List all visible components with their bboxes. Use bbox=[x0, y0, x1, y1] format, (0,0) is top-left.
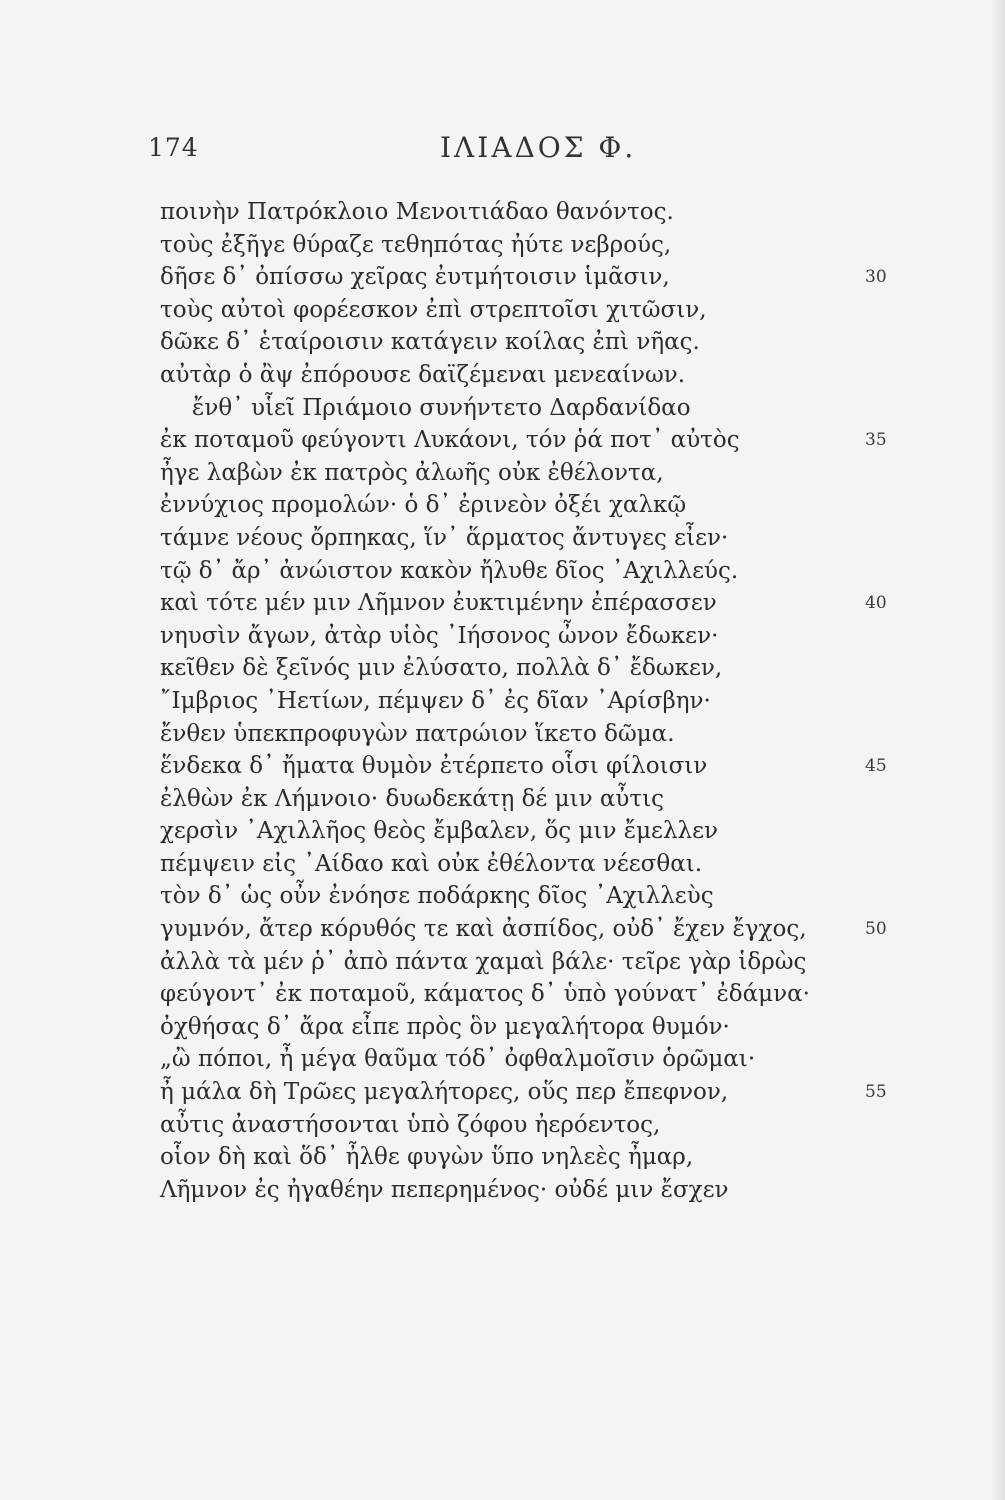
verse-line bbox=[160, 1174, 900, 1207]
verse-text: τὸν δ᾽ ὡς οὖν ἐνόησε ποδάρκης δῖος ᾿Αχιλλεὺς bbox=[160, 883, 714, 910]
verse-line bbox=[160, 1011, 900, 1044]
page-edge-shadow bbox=[991, 0, 1005, 1500]
verse-text: ἐννύχιος προμολών· ὁ δ᾽ ἐρινεὸν ὀξέι χαλκῷ bbox=[160, 492, 687, 519]
verse-line bbox=[160, 946, 900, 979]
line-number: 45 bbox=[865, 756, 887, 777]
verse-text: ποινὴν Πατρόκλοιο Μενοιτιάδαο θανόντος. bbox=[160, 199, 674, 225]
verse-line bbox=[160, 261, 900, 294]
verse-text: ἀλλὰ τὰ μέν ῥ᾽ ἀπὸ πάντα χαμαὶ βάλε· τεῖρε γὰρ ἱδρὼς bbox=[160, 948, 807, 975]
verse-text: φεύγοντ᾽ ἐκ ποταμοῦ, κάματος δ᾽ ὑπὸ γούνατ᾽ ἐδάμνα· bbox=[160, 981, 810, 1008]
verse-line bbox=[160, 424, 900, 457]
verse-text: τοὺς ἐξῆγε θύραζε τεθηπότας ἠύτε νεβρούς, bbox=[160, 231, 672, 258]
line-number: 50 bbox=[865, 919, 887, 940]
verse-text: οἷον δὴ καὶ ὅδ᾽ ἦλθε φυγὼν ὕπο νηλεὲς ἦμαρ, bbox=[160, 1144, 694, 1171]
verse-line bbox=[160, 1043, 900, 1076]
verse-line bbox=[160, 1109, 900, 1142]
verse-line bbox=[160, 196, 900, 229]
verse-text: ἦγε λαβὼν ἐκ πατρὸς ἀλωῆς οὐκ ἐθέλοντα, bbox=[160, 459, 664, 486]
verse-text: ἔνθεν ὑπεκπροφυγὼν πατρώιον ἵκετο δῶμα. bbox=[160, 720, 675, 747]
verse-text: τῷ δ᾽ ἄρ᾽ ἀνώιστον κακὸν ἤλυθε δῖος ᾿Αχιλλεύς. bbox=[160, 557, 739, 584]
verse-text: ἔνθ᾽ υἷεῖ Πριάμοιο συνήντετο Δαρδανίδαο bbox=[192, 394, 691, 421]
verse-line bbox=[160, 555, 900, 588]
verse-text: δῶκε δ᾽ ἑταίροισιν κατάγειν κοίλας ἐπὶ νῆας. bbox=[160, 329, 700, 356]
verse-text: ἐλθὼν ἐκ Λήμνοιο· δυωδεκάτῃ δέ μιν αὖτις bbox=[160, 785, 665, 812]
line-number: 35 bbox=[865, 430, 887, 451]
verse-text: γυμνόν, ἄτερ κόρυθός τε καὶ ἀσπίδος, οὐδ᾽ ἔχεν ἔγχος, bbox=[160, 916, 807, 943]
verse-text: τάμνε νέους ὄρπηκας, ἵν᾽ ἅρματος ἄντυγες εἶεν· bbox=[160, 524, 729, 551]
verse-line bbox=[160, 652, 900, 685]
verse-line bbox=[160, 815, 900, 848]
verse-line bbox=[160, 783, 900, 816]
verse-line bbox=[160, 978, 900, 1011]
verse-line bbox=[160, 880, 900, 913]
verse-line bbox=[160, 620, 900, 653]
verse-line bbox=[160, 1076, 900, 1109]
verse-line bbox=[160, 359, 900, 392]
verse-line bbox=[160, 294, 900, 327]
verse-text: αὖτις ἀναστήσονται ὑπὸ ζόφου ἠερόεντος, bbox=[160, 1111, 661, 1138]
verse-line bbox=[160, 326, 900, 359]
verse-text: „ὢ πόποι, ἦ μέγα θαῦμα τόδ᾽ ὀφθαλμοῖσιν ὁρῶμαι· bbox=[160, 1046, 756, 1073]
verse-line bbox=[160, 392, 900, 425]
verse-line bbox=[160, 587, 900, 620]
line-number: 55 bbox=[865, 1082, 887, 1103]
verse-line bbox=[160, 457, 900, 490]
verse-text: χερσὶν ᾿Αχιλλῆος θεὸς ἔμβαλεν, ὅς μιν ἔμελλεν bbox=[160, 818, 718, 845]
verse-text: ὀχθήσας δ᾽ ἄρα εἶπε πρὸς ὃν μεγαλήτορα θυμόν· bbox=[160, 1013, 730, 1040]
verse-text: ἐκ ποταμοῦ φεύγοντι Λυκάονι, τόν ῥά ποτ᾽ αὐτὸς bbox=[160, 427, 740, 454]
verse-text: πέμψειν εἰς ᾿Αίδαο καὶ οὐκ ἐθέλοντα νέεσθαι. bbox=[160, 850, 703, 877]
verse-line bbox=[160, 848, 900, 881]
verse-line bbox=[160, 913, 900, 946]
verse-line bbox=[160, 489, 900, 522]
verse-line bbox=[160, 718, 900, 751]
verse-line bbox=[160, 522, 900, 555]
verse-text: καὶ τότε μέν μιν Λῆμνον ἐυκτιμένην ἐπέρασσεν bbox=[160, 590, 717, 617]
verse-line bbox=[160, 685, 900, 718]
verse-text: ἦ μάλα δὴ Τρῶες μεγαλήτορες, οὕς περ ἔπεφνον, bbox=[160, 1079, 729, 1106]
page-number: 174 bbox=[148, 133, 199, 162]
verse-line bbox=[160, 1141, 900, 1174]
running-title: ΙΛΙΑΔΟΣ Φ. bbox=[440, 131, 637, 164]
verse-line bbox=[160, 229, 900, 262]
verse-text: ῎Ιμβριος ᾿Ηετίων, πέμψεν δ᾽ ἐς δῖαν ᾿Αρίσβην· bbox=[160, 687, 711, 714]
verse-text: Λῆμνον ἐς ἠγαθέην πεπερημένος· οὐδέ μιν ἔσχεν bbox=[160, 1176, 729, 1203]
verse-text: ἕνδεκα δ᾽ ἤματα θυμὸν ἐτέρπετο οἷσι φίλοισιν bbox=[160, 753, 708, 780]
verse-text: δῆσε δ᾽ ὀπίσσω χεῖρας ἐυτμήτοισιν ἱμᾶσιν, bbox=[160, 264, 670, 291]
line-number: 30 bbox=[865, 267, 887, 288]
line-number: 40 bbox=[865, 593, 887, 614]
verse-line bbox=[160, 750, 900, 783]
verse-text: αὐτὰρ ὁ ἂψ ἐπόρουσε δαϊζέμεναι μενεαίνων. bbox=[160, 361, 686, 388]
verse-text: τοὺς αὐτοὶ φορέεσκον ἐπὶ στρεπτοῖσι χιτῶσιν, bbox=[160, 296, 707, 323]
verse-text: κεῖθεν δὲ ξεῖνός μιν ἐλύσατο, πολλὰ δ᾽ ἔδωκεν, bbox=[160, 655, 723, 682]
verse-text: νηυσὶν ἄγων, ἀτὰρ υἱὸς ᾿Ιήσονος ὦνον ἔδωκεν· bbox=[160, 622, 719, 649]
verse-block bbox=[160, 196, 900, 1206]
